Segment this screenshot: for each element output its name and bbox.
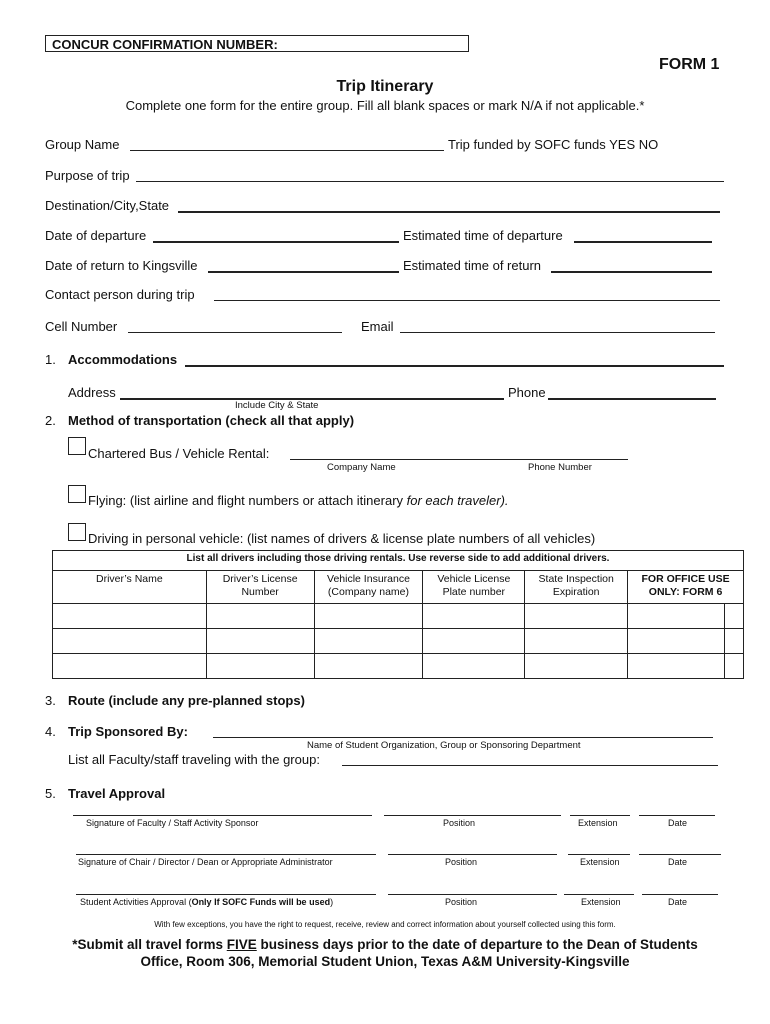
chair-date-field[interactable] [639, 854, 721, 855]
destination-field[interactable] [178, 211, 720, 213]
phone-field[interactable] [548, 398, 716, 400]
table-cell[interactable] [423, 604, 525, 629]
section-5-number: 5. [45, 786, 56, 801]
table-cell[interactable] [628, 604, 725, 629]
flying-label: Flying: (list airline and flight numbers or attach itinerary for each traveler). [88, 493, 509, 508]
flying-checkbox[interactable] [68, 485, 86, 503]
column-header-plate-number: Vehicle License Plate number [423, 571, 525, 604]
table-cell[interactable] [206, 604, 314, 629]
table-cell[interactable] [423, 629, 525, 654]
table-cell[interactable] [314, 604, 423, 629]
accommodations-field[interactable] [185, 365, 724, 367]
table-cell[interactable] [206, 654, 314, 679]
sponsor-position-caption: Position [443, 818, 476, 828]
student-activities-signature-field[interactable] [76, 894, 376, 895]
sponsor-date-field[interactable] [639, 815, 715, 816]
sponsor-signature-caption: Signature of Faculty / Staff Activity Sponsor [86, 818, 259, 828]
table-row [53, 654, 744, 679]
chair-date-caption: Date [668, 857, 688, 867]
submit-notice-line2: Office, Room 306, Memorial Student Union, Texas A&M University-Kingsville [140, 954, 630, 969]
address-label: Address [68, 385, 116, 400]
driving-checkbox[interactable] [68, 523, 86, 541]
table-cell[interactable] [628, 654, 725, 679]
section-1-number: 1. [45, 352, 56, 367]
return-date-field[interactable] [208, 271, 399, 273]
driving-label: Driving in personal vehicle: (list names of drivers & license plate numbers of all vehicles) [88, 531, 596, 546]
chair-extension-field[interactable] [568, 854, 630, 855]
email-field[interactable] [400, 332, 715, 333]
destination-label: Destination/City,State [45, 198, 170, 213]
company-name-caption: Company Name [327, 462, 396, 473]
sponsor-extension-caption: Extension [578, 818, 618, 828]
chair-extension-caption: Extension [580, 857, 620, 867]
return-time-field[interactable] [551, 271, 712, 273]
student-activities-position-caption: Position [445, 897, 478, 907]
table-cell[interactable] [724, 629, 743, 654]
chair-position-field[interactable] [388, 854, 557, 855]
sponsor-caption: Name of Student Organization, Group or Sponsoring Department [307, 740, 581, 751]
table-cell[interactable] [53, 629, 207, 654]
accommodations-title: Accommodations [68, 352, 178, 367]
column-header-office-use: FOR OFFICE USE ONLY: FORM 6 [628, 571, 744, 604]
sofc-funded-label: Trip funded by SOFC funds YES NO [448, 137, 659, 152]
table-cell[interactable] [525, 604, 628, 629]
sponsor-signature-field[interactable] [73, 815, 372, 816]
contact-label: Contact person during trip [45, 287, 195, 302]
table-cell[interactable] [206, 629, 314, 654]
column-header-inspection: State Inspection Expiration [525, 571, 628, 604]
submit-notice-line1: *Submit all travel forms FIVE business days prior to the date of departure to the Dean of Students [72, 937, 698, 952]
chair-position-caption: Position [445, 857, 478, 867]
phone-label: Phone [508, 385, 546, 400]
student-activities-date-caption: Date [668, 897, 688, 907]
privacy-notice: With few exceptions, you have the right to request, receive, review and correct information about yourself collected using this form. [154, 920, 616, 929]
purpose-field[interactable] [136, 181, 724, 182]
section-3-number: 3. [45, 693, 56, 708]
student-activities-date-field[interactable] [642, 894, 718, 895]
table-cell[interactable] [724, 654, 743, 679]
column-header-insurance: Vehicle Insurance (Company name) [314, 571, 423, 604]
drivers-table [52, 550, 744, 679]
drivers-table-caption: List all drivers including those driving rentals. Use reverse side to add additional drivers. [53, 551, 744, 571]
route-title: Route (include any pre-planned stops) [68, 693, 305, 708]
phone-number-caption: Phone Number [528, 462, 592, 473]
address-note: Include City & State [235, 400, 319, 411]
group-name-field[interactable] [130, 150, 444, 151]
chair-signature-caption: Signature of Chair / Director / Dean or Appropriate Administrator [78, 857, 333, 867]
table-cell[interactable] [53, 654, 207, 679]
column-header-license-number: Driver’s License Number [206, 571, 314, 604]
column-header-driver-name: Driver’s Name [53, 571, 207, 604]
instructions: Complete one form for the entire group. Fill all blank spaces or mark N/A if not applicable.* [125, 98, 645, 113]
form-number: FORM 1 [659, 56, 720, 73]
student-activities-position-field[interactable] [388, 894, 557, 895]
return-date-label: Date of return to Kingsville [45, 258, 198, 273]
contact-field[interactable] [214, 300, 720, 301]
sponsored-title: Trip Sponsored By: [68, 724, 188, 739]
table-cell[interactable] [525, 654, 628, 679]
table-cell[interactable] [628, 629, 725, 654]
section-4-number: 4. [45, 724, 56, 739]
page-title: Trip Itinerary [336, 78, 434, 95]
table-row [53, 629, 744, 654]
chartered-company-field[interactable] [290, 459, 628, 460]
chartered-label: Chartered Bus / Vehicle Rental: [88, 446, 270, 461]
departure-time-field[interactable] [574, 241, 712, 243]
table-cell[interactable] [314, 654, 423, 679]
section-2-number: 2. [45, 413, 56, 428]
table-row [53, 604, 744, 629]
faculty-list-label: List all Faculty/staff traveling with the group: [68, 752, 320, 767]
faculty-list-field[interactable] [342, 765, 718, 766]
confirmation-label: CONCUR CONFIRMATION NUMBER: [52, 37, 278, 52]
table-cell[interactable] [314, 629, 423, 654]
sponsor-date-caption: Date [668, 818, 688, 828]
email-label: Email [361, 319, 394, 334]
purpose-label: Purpose of trip [45, 168, 130, 183]
departure-time-label: Estimated time of departure [403, 228, 563, 243]
group-name-label: Group Name [45, 137, 120, 152]
table-cell[interactable] [724, 604, 743, 629]
sponsor-field[interactable] [213, 737, 713, 738]
transportation-title: Method of transportation (check all that apply) [68, 413, 355, 428]
table-cell[interactable] [53, 604, 207, 629]
sponsor-extension-field[interactable] [570, 815, 630, 816]
table-cell[interactable] [525, 629, 628, 654]
student-activities-caption: Student Activities Approval (Only If SOFC Funds will be used) [80, 897, 334, 907]
student-activities-extension-field[interactable] [564, 894, 634, 895]
confirmation-number-box[interactable] [45, 35, 469, 52]
chair-signature-field[interactable] [76, 854, 376, 855]
cell-field[interactable] [128, 332, 342, 333]
return-time-label: Estimated time of return [403, 258, 541, 273]
departure-date-field[interactable] [153, 241, 399, 243]
table-cell[interactable] [423, 654, 525, 679]
cell-label: Cell Number [45, 319, 118, 334]
chartered-checkbox[interactable] [68, 437, 86, 455]
student-activities-extension-caption: Extension [581, 897, 621, 907]
departure-date-label: Date of departure [45, 228, 147, 243]
sponsor-position-field[interactable] [384, 815, 561, 816]
travel-approval-title: Travel Approval [68, 786, 166, 801]
